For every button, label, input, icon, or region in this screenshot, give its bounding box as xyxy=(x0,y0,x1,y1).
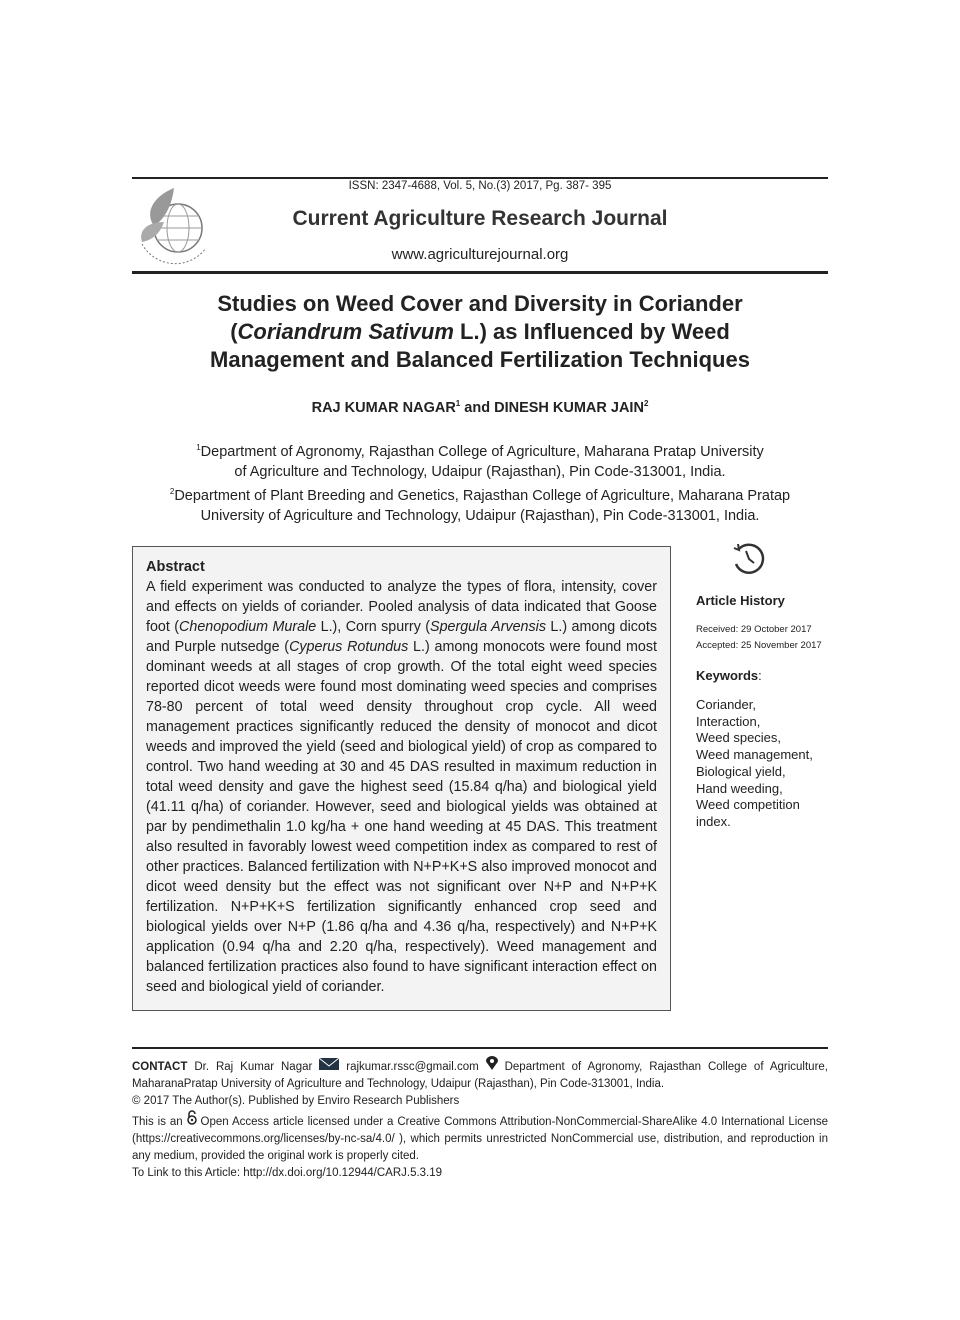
affil-text: Department of Agronomy, Rajasthan College of Agriculture, Maharana Pratap University xyxy=(200,443,764,460)
authors xyxy=(0,399,960,416)
affiliation-line: University of Agriculture and Technology, Udaipur (Rajasthan), Pin Code-313001, India. xyxy=(200,507,760,524)
email-icon xyxy=(319,1058,339,1070)
doi-link[interactable]: To Link to this Article: http://dx.doi.org/10.12944/CARJ.5.3.19 xyxy=(132,1167,443,1179)
article-title xyxy=(0,290,960,374)
license xyxy=(132,1110,828,1165)
species-name: Chenopodium Murale xyxy=(179,619,317,635)
accepted-date: Accepted: 25 November 2017 xyxy=(696,640,822,651)
journal-logo xyxy=(134,182,216,268)
abstract-seg: A field experiment was conducted to analyze the types of flora, intensity, cover and effects on yields of coriander. Pooled analysis of data indicated that Goose foot ( xyxy=(146,579,657,635)
title-text: L.) as Influenced by Weed xyxy=(453,319,730,344)
abstract-text xyxy=(146,577,657,997)
title-line xyxy=(0,318,960,346)
affiliation-line xyxy=(0,482,960,506)
keyword: Coriander, xyxy=(696,697,756,712)
article-history-label: Article History xyxy=(696,593,785,608)
abstract-seg: L.) among monocots were found most dominant weeds at all stages of crop growth. Of the total eight weed species reported dicot weeds were found most dominating weed species and comprises 78-80 percent of total weed density throughout crop cycle. All weed management practices significantly reduced the density of monocot and dicot weeds and improved the yield (seed and biological yield) of crop as compared to control. Two hand weeding at 30 and 45 DAS resulted in maximum reduction in total weed density and gave the highest seed (15.84 q/ha) and biological yield (41.11 q/ha) of coriander. However, seed and biological yields was obtained at par by pendimethalin 1.0 kg/ha + one hand weeding at 45 DAS. This treatment also resulted in favorably lowest weed competition index as compared to rest of other practices. Balanced fertilization with N+P+K+S also improved monocot and dicot weed density but the effect was not significant over N+P and N+P+K fertilization. N+P+K+S fertilization significantly enhanced crop seed and biological yields over N+P (1.86 q/ha and 4.36 q/ha, respectively) and N+P+K application (0.94 q/ha and 2.20 q/ha, respectively). Weed management and balanced fertilization practices also found to have significant interaction effect on seed and biological yield of coriander. xyxy=(146,639,657,995)
contact-block xyxy=(132,1056,828,1093)
title-line: Management and Balanced Fertilization Techniques xyxy=(210,347,750,372)
keywords-list xyxy=(696,697,836,831)
abstract-seg: L.) among dicots and Purple nutsedge ( xyxy=(146,619,658,655)
affil-text: Department of Plant Breeding and Genetics, Rajasthan College of Agriculture, Maharana Pratap xyxy=(174,487,791,504)
affiliation-line: of Agriculture and Technology, Udaipur (Rajasthan), Pin Code-313001, India. xyxy=(234,463,726,480)
location-pin-icon xyxy=(486,1056,498,1070)
keyword: Weed competition xyxy=(696,797,800,813)
keyword: Biological yield, xyxy=(696,763,786,779)
keywords-label: Keywords xyxy=(696,668,759,683)
header-bottom-rule xyxy=(132,271,828,274)
keyword: Hand weeding, xyxy=(696,780,783,796)
affil-sup: 2 xyxy=(169,486,175,496)
author-and: and xyxy=(460,399,495,416)
license-pre: This is an xyxy=(132,1116,187,1128)
footer-rule xyxy=(132,1047,828,1049)
journal-title: Current Agriculture Research Journal xyxy=(292,207,668,230)
abstract-heading: Abstract xyxy=(146,559,205,575)
received-date: Received: 29 October 2017 xyxy=(696,624,812,635)
article-sidebar xyxy=(696,540,836,831)
author-name: RAJ KUMAR NAGAR xyxy=(311,399,456,416)
affiliations xyxy=(0,438,960,526)
author-sup: 1 xyxy=(455,399,461,408)
abstract-seg: L.), Corn spurry ( xyxy=(316,619,431,635)
title-line: Studies on Weed Cover and Diversity in Coriander xyxy=(217,291,743,316)
affil-sup: 1 xyxy=(196,443,201,452)
contact-name: Dr. Raj Kumar Nagar xyxy=(187,1061,320,1073)
contact-email[interactable]: rajkumar.rssc@gmail.com xyxy=(339,1061,486,1073)
contact-address: Department of Agronomy, Rajasthan College of Agriculture, MaharanaPratap University of Agriculture and Technology, Udaipur (Rajasthan), Pin Code-313001, India. xyxy=(132,1061,828,1090)
footer xyxy=(132,1056,828,1182)
open-access-icon xyxy=(187,1110,197,1125)
copyright: © 2017 The Author(s). Published by Enviro Research Publishers xyxy=(132,1095,460,1107)
author-name: DINESH KUMAR JAIN xyxy=(494,399,644,416)
keyword: Weed species, xyxy=(696,730,782,746)
contact-label: CONTACT xyxy=(132,1061,188,1073)
affiliation-line xyxy=(0,438,960,462)
species-name: Spergula Arvensis xyxy=(430,619,546,635)
species-name: Cyperus Rotundus xyxy=(289,639,409,655)
author-sup: 2 xyxy=(643,399,649,408)
abstract-box xyxy=(132,546,671,1011)
title-text: ( xyxy=(230,319,238,344)
clock-history-icon xyxy=(730,540,766,576)
title-species: Coriandrum Sativum xyxy=(237,319,454,344)
keywords-colon: : xyxy=(758,668,762,683)
journal-url[interactable]: www.agriculturejournal.org xyxy=(391,246,569,263)
issn-line: ISSN: 2347-4688, Vol. 5, No.(3) 2017, Pg. 387- 395 xyxy=(348,180,612,192)
header-top-rule xyxy=(132,177,828,179)
license-text: Open Access article licensed under a Creative Commons Attribution-NonCommercial-ShareAlike 4.0 International License (https://creativecommons.org/licenses/by-nc-sa/4.0/ ), which permits unrestricted NonCommercial use, distribution, and reproduction in any medium, provided the original work is properly cited. xyxy=(132,1116,828,1162)
keyword: index. xyxy=(696,813,731,829)
keyword: Weed management, xyxy=(696,747,813,763)
keyword: Interaction, xyxy=(696,713,761,729)
